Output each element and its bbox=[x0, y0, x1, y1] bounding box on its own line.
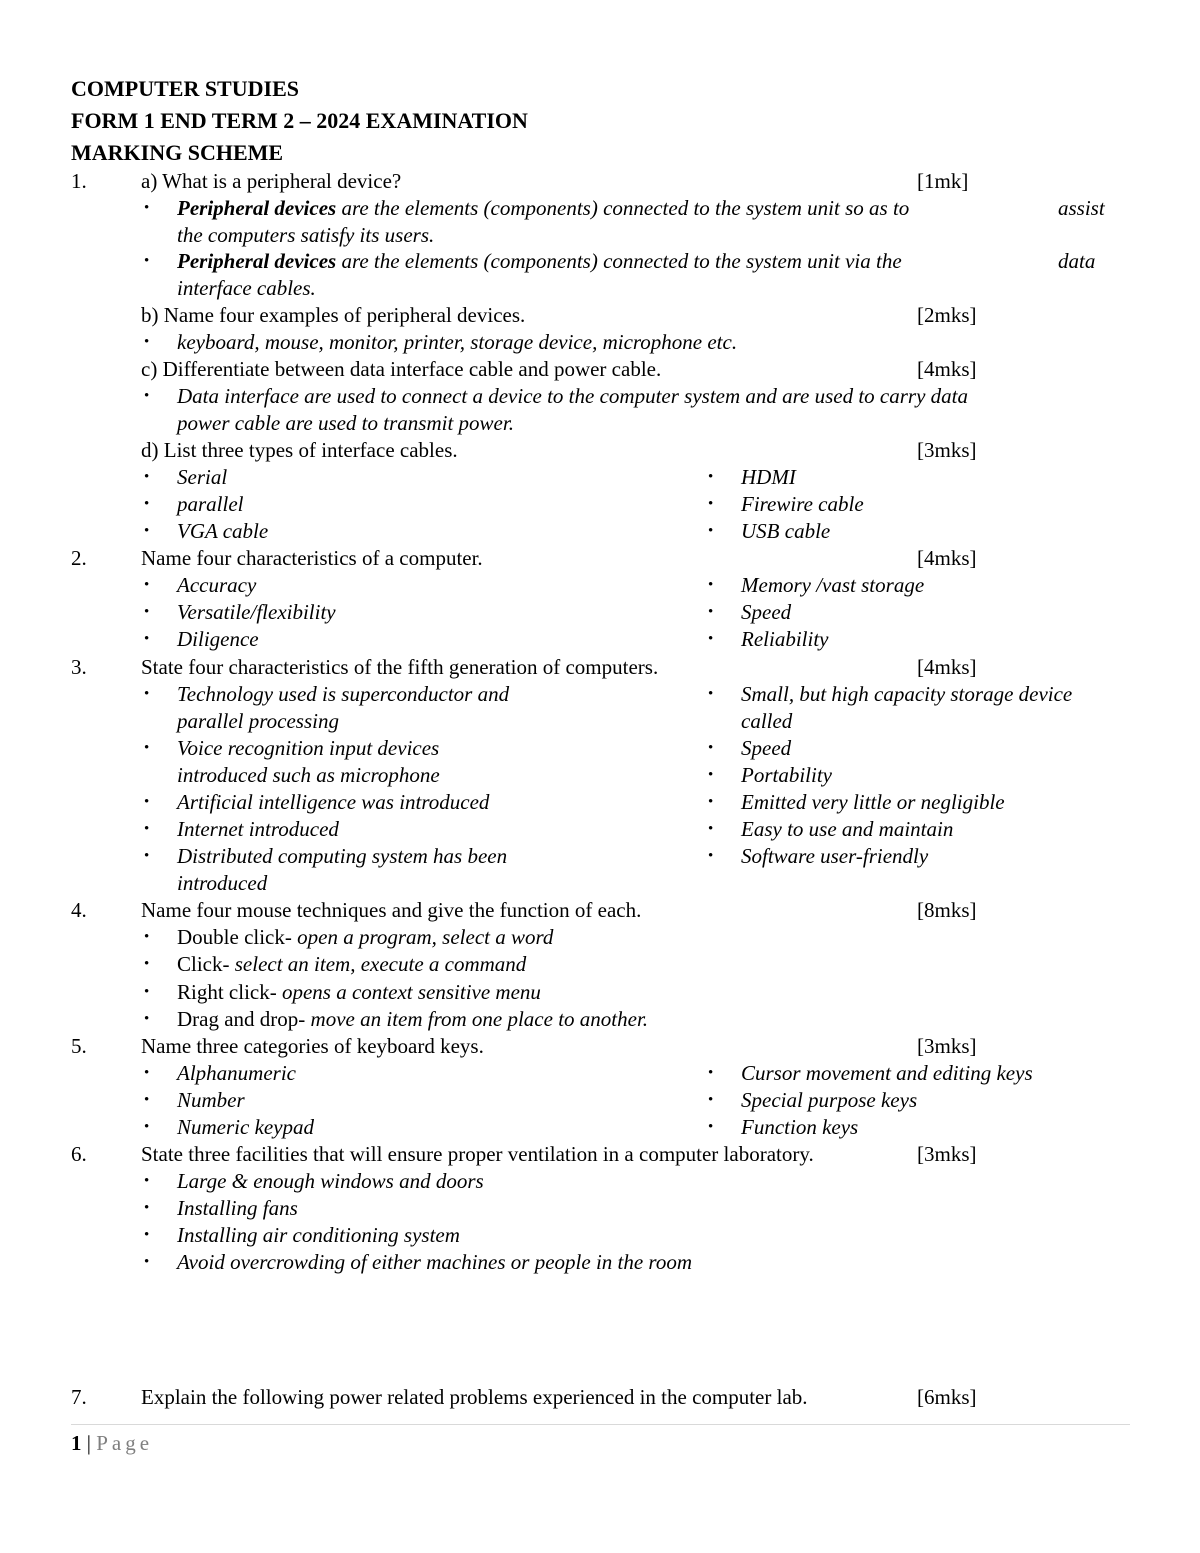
question-text: d) List three types of interface cables. bbox=[141, 438, 458, 462]
marks-label: [8mks] bbox=[917, 898, 977, 922]
marks-label: [1mk] bbox=[917, 169, 969, 193]
marks-label: [3mks] bbox=[917, 438, 977, 462]
bullet-icon: • bbox=[144, 469, 150, 485]
bullet-icon: • bbox=[144, 523, 150, 539]
question-text: Name four mouse techniques and give the function of each. bbox=[141, 898, 642, 922]
document-title: COMPUTER STUDIES bbox=[71, 76, 299, 101]
bullet-icon: • bbox=[144, 631, 150, 647]
list-item: USB cable bbox=[741, 519, 831, 543]
question-number: 5. bbox=[71, 1034, 87, 1058]
page-number: 1 bbox=[71, 1431, 82, 1455]
list-item: HDMI bbox=[741, 465, 796, 489]
list-item: Speed bbox=[741, 600, 792, 624]
bullet-icon: • bbox=[144, 253, 150, 269]
question-number: 1. bbox=[71, 169, 87, 193]
list-item: Distributed computing system has been bbox=[177, 844, 508, 868]
bullet-icon: • bbox=[144, 1254, 150, 1270]
answer-line: the computers satisfy its users. bbox=[177, 223, 435, 247]
bullet-icon: • bbox=[708, 821, 714, 837]
list-item: Serial bbox=[177, 465, 228, 489]
marking-scheme-title: MARKING SCHEME bbox=[71, 140, 284, 165]
bullet-icon: • bbox=[144, 1092, 150, 1108]
list-item: Right click- opens a context sensitive menu bbox=[177, 980, 541, 1004]
list-item: Versatile/flexibility bbox=[177, 600, 336, 624]
bullet-icon: • bbox=[144, 686, 150, 702]
marks-label: [4mks] bbox=[917, 546, 977, 570]
list-item: Accuracy bbox=[177, 573, 257, 597]
question-number: 3. bbox=[71, 655, 87, 679]
marks-label: [3mks] bbox=[917, 1142, 977, 1166]
bullet-icon: • bbox=[708, 523, 714, 539]
bullet-icon: • bbox=[708, 1065, 714, 1081]
list-item: Emitted very little or negligible bbox=[741, 790, 1005, 814]
bullet-icon: • bbox=[144, 848, 150, 864]
question-text: Name four characteristics of a computer. bbox=[141, 546, 483, 570]
list-item: Click- select an item, execute a command bbox=[177, 952, 527, 976]
bullet-icon: • bbox=[708, 496, 714, 512]
question-text: Explain the following power related problems experienced in the computer lab. bbox=[141, 1385, 808, 1409]
question-text: b) Name four examples of peripheral devices. bbox=[141, 303, 526, 327]
bullet-icon: • bbox=[708, 767, 714, 783]
answer-line: interface cables. bbox=[177, 276, 316, 300]
bullet-icon: • bbox=[144, 794, 150, 810]
answer-line-tail: data bbox=[1058, 249, 1096, 273]
list-item: parallel bbox=[177, 492, 244, 516]
answer-line-tail: assist bbox=[1058, 196, 1105, 220]
list-item: Special purpose keys bbox=[741, 1088, 918, 1112]
list-item: Drag and drop- move an item from one place to another. bbox=[177, 1007, 649, 1031]
bullet-icon: • bbox=[144, 388, 150, 404]
bullet-icon: • bbox=[708, 794, 714, 810]
list-item: Installing air conditioning system bbox=[177, 1223, 460, 1247]
page-label: Page bbox=[96, 1431, 154, 1455]
bullet-icon: • bbox=[144, 577, 150, 593]
list-item: Portability bbox=[741, 763, 832, 787]
marks-label: [6mks] bbox=[917, 1385, 977, 1409]
answer-line: Data interface are used to connect a device to the computer system and are used to carry data bbox=[177, 384, 968, 408]
bullet-icon: • bbox=[708, 686, 714, 702]
list-item: Cursor movement and editing keys bbox=[741, 1061, 1033, 1085]
list-item-continued: introduced such as microphone bbox=[177, 763, 440, 787]
list-item-continued: parallel processing bbox=[177, 709, 339, 733]
list-item: Voice recognition input devices bbox=[177, 736, 440, 760]
list-item: Easy to use and maintain bbox=[741, 817, 954, 841]
list-item: Double click- open a program, select a word bbox=[177, 925, 554, 949]
list-item: Alphanumeric bbox=[177, 1061, 296, 1085]
question-text: Name three categories of keyboard keys. bbox=[141, 1034, 484, 1058]
list-item: Technology used is superconductor and bbox=[177, 682, 510, 706]
bullet-icon: • bbox=[708, 577, 714, 593]
exam-title: FORM 1 END TERM 2 – 2024 EXAMINATION bbox=[71, 108, 528, 133]
bullet-icon: • bbox=[708, 604, 714, 620]
bullet-icon: • bbox=[144, 1227, 150, 1243]
marks-label: [2mks] bbox=[917, 303, 977, 327]
list-item-continued: called bbox=[741, 709, 793, 733]
list-item: Internet introduced bbox=[177, 817, 339, 841]
list-item: Diligence bbox=[177, 627, 259, 651]
list-item: Number bbox=[177, 1088, 245, 1112]
bullet-icon: • bbox=[144, 604, 150, 620]
list-item-continued: introduced bbox=[177, 871, 268, 895]
list-item: Memory /vast storage bbox=[741, 573, 925, 597]
bullet-icon: • bbox=[144, 821, 150, 837]
bullet-icon: • bbox=[708, 740, 714, 756]
bullet-icon: • bbox=[144, 200, 150, 216]
bullet-icon: • bbox=[144, 1200, 150, 1216]
bullet-icon: • bbox=[708, 848, 714, 864]
list-item: Large & enough windows and doors bbox=[177, 1169, 484, 1193]
question-text: c) Differentiate between data interface cable and power cable. bbox=[141, 357, 662, 381]
list-item: Speed bbox=[741, 736, 792, 760]
question-number: 2. bbox=[71, 546, 87, 570]
list-item: Reliability bbox=[741, 627, 829, 651]
answer-line: Peripheral devices are the elements (components) connected to the system unit so as to bbox=[177, 196, 910, 220]
bullet-icon: • bbox=[144, 956, 150, 972]
list-item: Software user-friendly bbox=[741, 844, 929, 868]
question-text: State four characteristics of the fifth generation of computers. bbox=[141, 655, 659, 679]
bullet-icon: • bbox=[144, 929, 150, 945]
list-item: Artificial intelligence was introduced bbox=[177, 790, 490, 814]
bullet-icon: • bbox=[144, 1011, 150, 1027]
marks-label: [4mks] bbox=[917, 357, 977, 381]
bullet-icon: • bbox=[144, 740, 150, 756]
bullet-icon: • bbox=[144, 496, 150, 512]
list-item: VGA cable bbox=[177, 519, 269, 543]
answer-line: keyboard, mouse, monitor, printer, storage device, microphone etc. bbox=[177, 330, 738, 354]
bullet-icon: • bbox=[708, 1119, 714, 1135]
bullet-icon: • bbox=[144, 334, 150, 350]
bullet-icon: • bbox=[708, 631, 714, 647]
bullet-icon: • bbox=[144, 1173, 150, 1189]
list-item: Numeric keypad bbox=[177, 1115, 315, 1139]
bullet-icon: • bbox=[144, 1065, 150, 1081]
bullet-icon: • bbox=[144, 1119, 150, 1135]
question-number: 6. bbox=[71, 1142, 87, 1166]
list-item: Installing fans bbox=[177, 1196, 298, 1220]
answer-line: power cable are used to transmit power. bbox=[177, 411, 514, 435]
list-item: Avoid overcrowding of either machines or people in the room bbox=[177, 1250, 692, 1274]
question-text: State three facilities that will ensure proper ventilation in a computer laboratory. bbox=[141, 1142, 814, 1166]
bullet-icon: • bbox=[708, 469, 714, 485]
answer-line: Peripheral devices are the elements (components) connected to the system unit via the bbox=[177, 249, 902, 273]
list-item: Function keys bbox=[741, 1115, 859, 1139]
bullet-icon: • bbox=[144, 984, 150, 1000]
marks-label: [4mks] bbox=[917, 655, 977, 679]
footer-divider bbox=[71, 1424, 1130, 1425]
marks-label: [3mks] bbox=[917, 1034, 977, 1058]
bullet-icon: • bbox=[708, 1092, 714, 1108]
question-number: 4. bbox=[71, 898, 87, 922]
page-footer: 1 | Page bbox=[71, 1431, 154, 1455]
question-text: a) What is a peripheral device? bbox=[141, 169, 402, 193]
list-item: Firewire cable bbox=[741, 492, 864, 516]
question-number: 7. bbox=[71, 1385, 87, 1409]
list-item: Small, but high capacity storage device bbox=[741, 682, 1073, 706]
